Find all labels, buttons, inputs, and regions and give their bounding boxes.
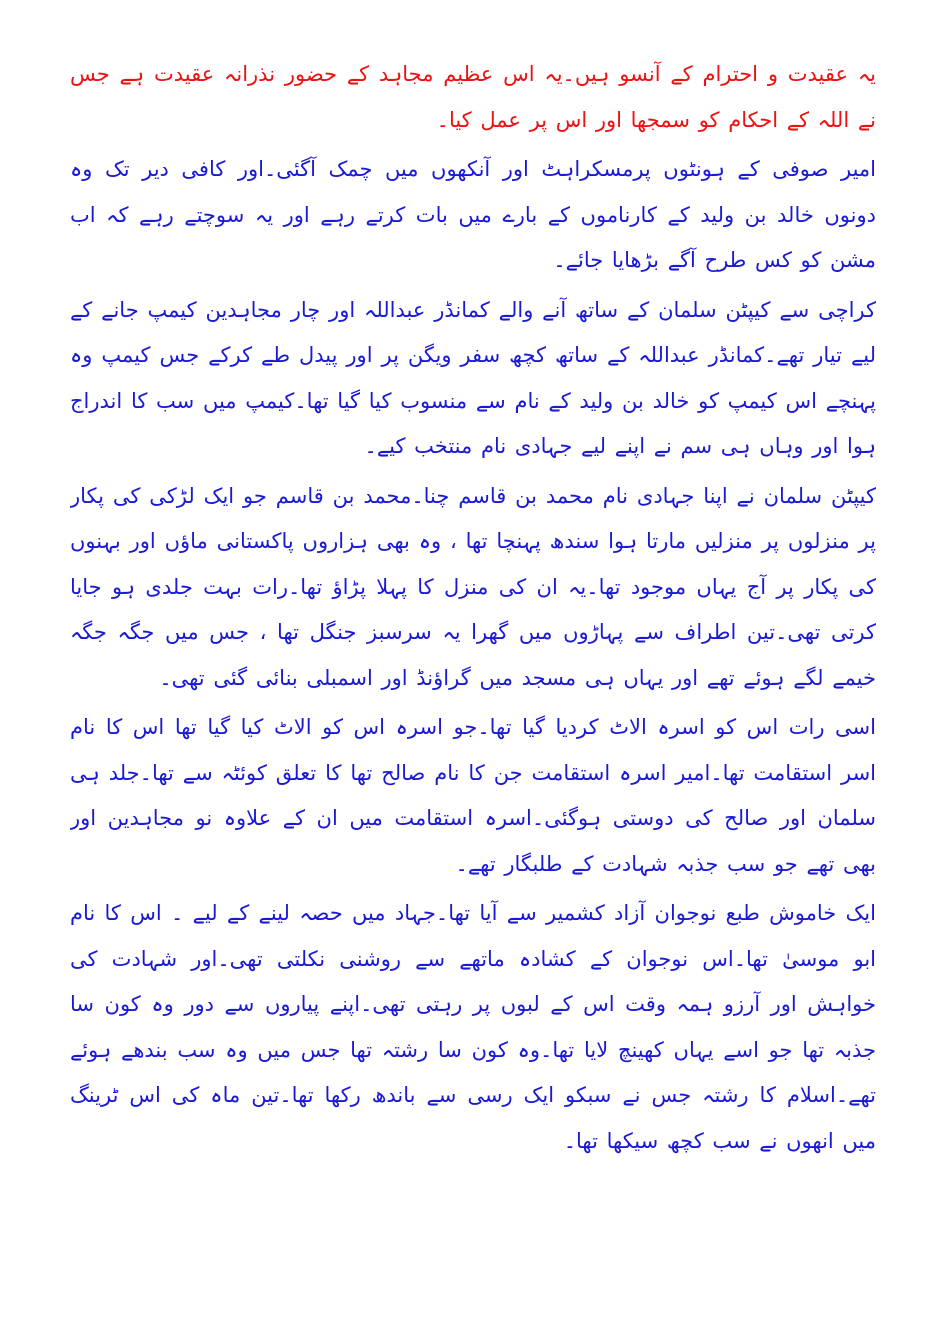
paragraph-6: ایک خاموش طبع نوجوان آزاد کشمیر سے آیا تھا۔جہاد میں حصہ لینے کے لیے ۔ اس کا نام ابو موسیٰ تھا۔اس نوجوان کے کشادہ ماتھے سے روشنی نکلتی تھی۔اور شہادت کی خواہش اور آرزو ہمہ وقت اس کے لبوں پر رہتی تھی۔اپنے پیاروں سے دور وہ کون سا جذبہ تھا جو اسے یہاں کھینچ لایا تھا۔وہ کون سا رشتہ تھا جس میں وہ سب بندھے ہوئے تھے۔اسلام کا رشتہ جس نے سبکو ایک رسی سے باندھ رکھا تھا۔تین ماہ کی اس ٹرینگ میں انھوں نے سب کچھ سیکھا تھا۔ xyxy=(70,901,876,1153)
intro-paragraph: یہ عقیدت و احترام کے آنسو ہیں۔یہ اس عظیم مجاہد کے حضور نذرانہ عقیدت ہے جس نے اللہ کے احکام کو سمجھا اور اس پر عمل کیا۔ xyxy=(70,62,876,132)
paragraph-2: امیر صوفی کے ہونٹوں پرمسکراہٹ اور آنکھوں میں چمک آگئی۔اور کافی دیر تک وہ دونوں خالد بن ولید کے کارناموں کے بارے میں بات کرتے رہے اور یہ سوچتے رہے کہ اب مشن کو کس طرح آگے بڑھایا جائے۔ xyxy=(70,157,876,272)
paragraph-5: اسی رات اس کو اسرہ الاٹ کردیا گیا تھا۔جو اسرہ اس کو الاٹ کیا گیا تھا اس کا نام اسر استقامت تھا۔امیر اسرہ استقامت جن کا نام صالح تھا کا تعلق کوئٹہ سے تھا۔جلد ہی سلمان اور صالح کی دوستی ہوگئی۔اسرہ استقامت میں ان کے علاوہ نو مجاہدین اور بھی تھے جو سب جذبہ شہادت کے طلبگار تھے۔ xyxy=(70,715,876,876)
paragraph-3: کراچی سے کیپٹن سلمان کے ساتھ آنے والے کمانڈر عبداللہ اور چار مجاہدین کیمپ جانے کے لیے تیار تھے۔کمانڈر عبداللہ کے ساتھ کچھ سفر ویگن پر اور پیدل طے کرکے جس کیمپ وہ پہنچے اس کیمپ کو خالد بن ولید کے نام سے منسوب کیا گیا تھا۔کیمپ میں سب کا اندراج ہوا اور وہاں ہی سم نے اپنے لیے جہادی نام منتخب کیے۔ xyxy=(70,297,876,458)
document-page xyxy=(70,52,876,1292)
paragraph-4: کیپٹن سلمان نے اپنا جہادی نام محمد بن قاسم چنا۔محمد بن قاسم جو ایک لڑکی کی پکار پر منزلوں پر منزلیں مارتا ہوا سندھ پہنچا تھا ، وہ بھی ہزاروں پاکستانی ماؤں اور بہنوں کی پکار پر آج یہاں موجود تھا۔یہ ان کی منزل کا پہلا پڑاؤ تھا۔رات بہت جلدی ہو جایا کرتی تھی۔تین اطراف سے پہاڑوں میں گھرا یہ سرسبز جنگل تھا ، جس میں جگہ جگہ خیمے لگے ہوئے تھے اور یہاں ہی مسجد میں گراؤنڈ اور اسمبلی بنائی گئی تھی۔ xyxy=(70,483,876,690)
